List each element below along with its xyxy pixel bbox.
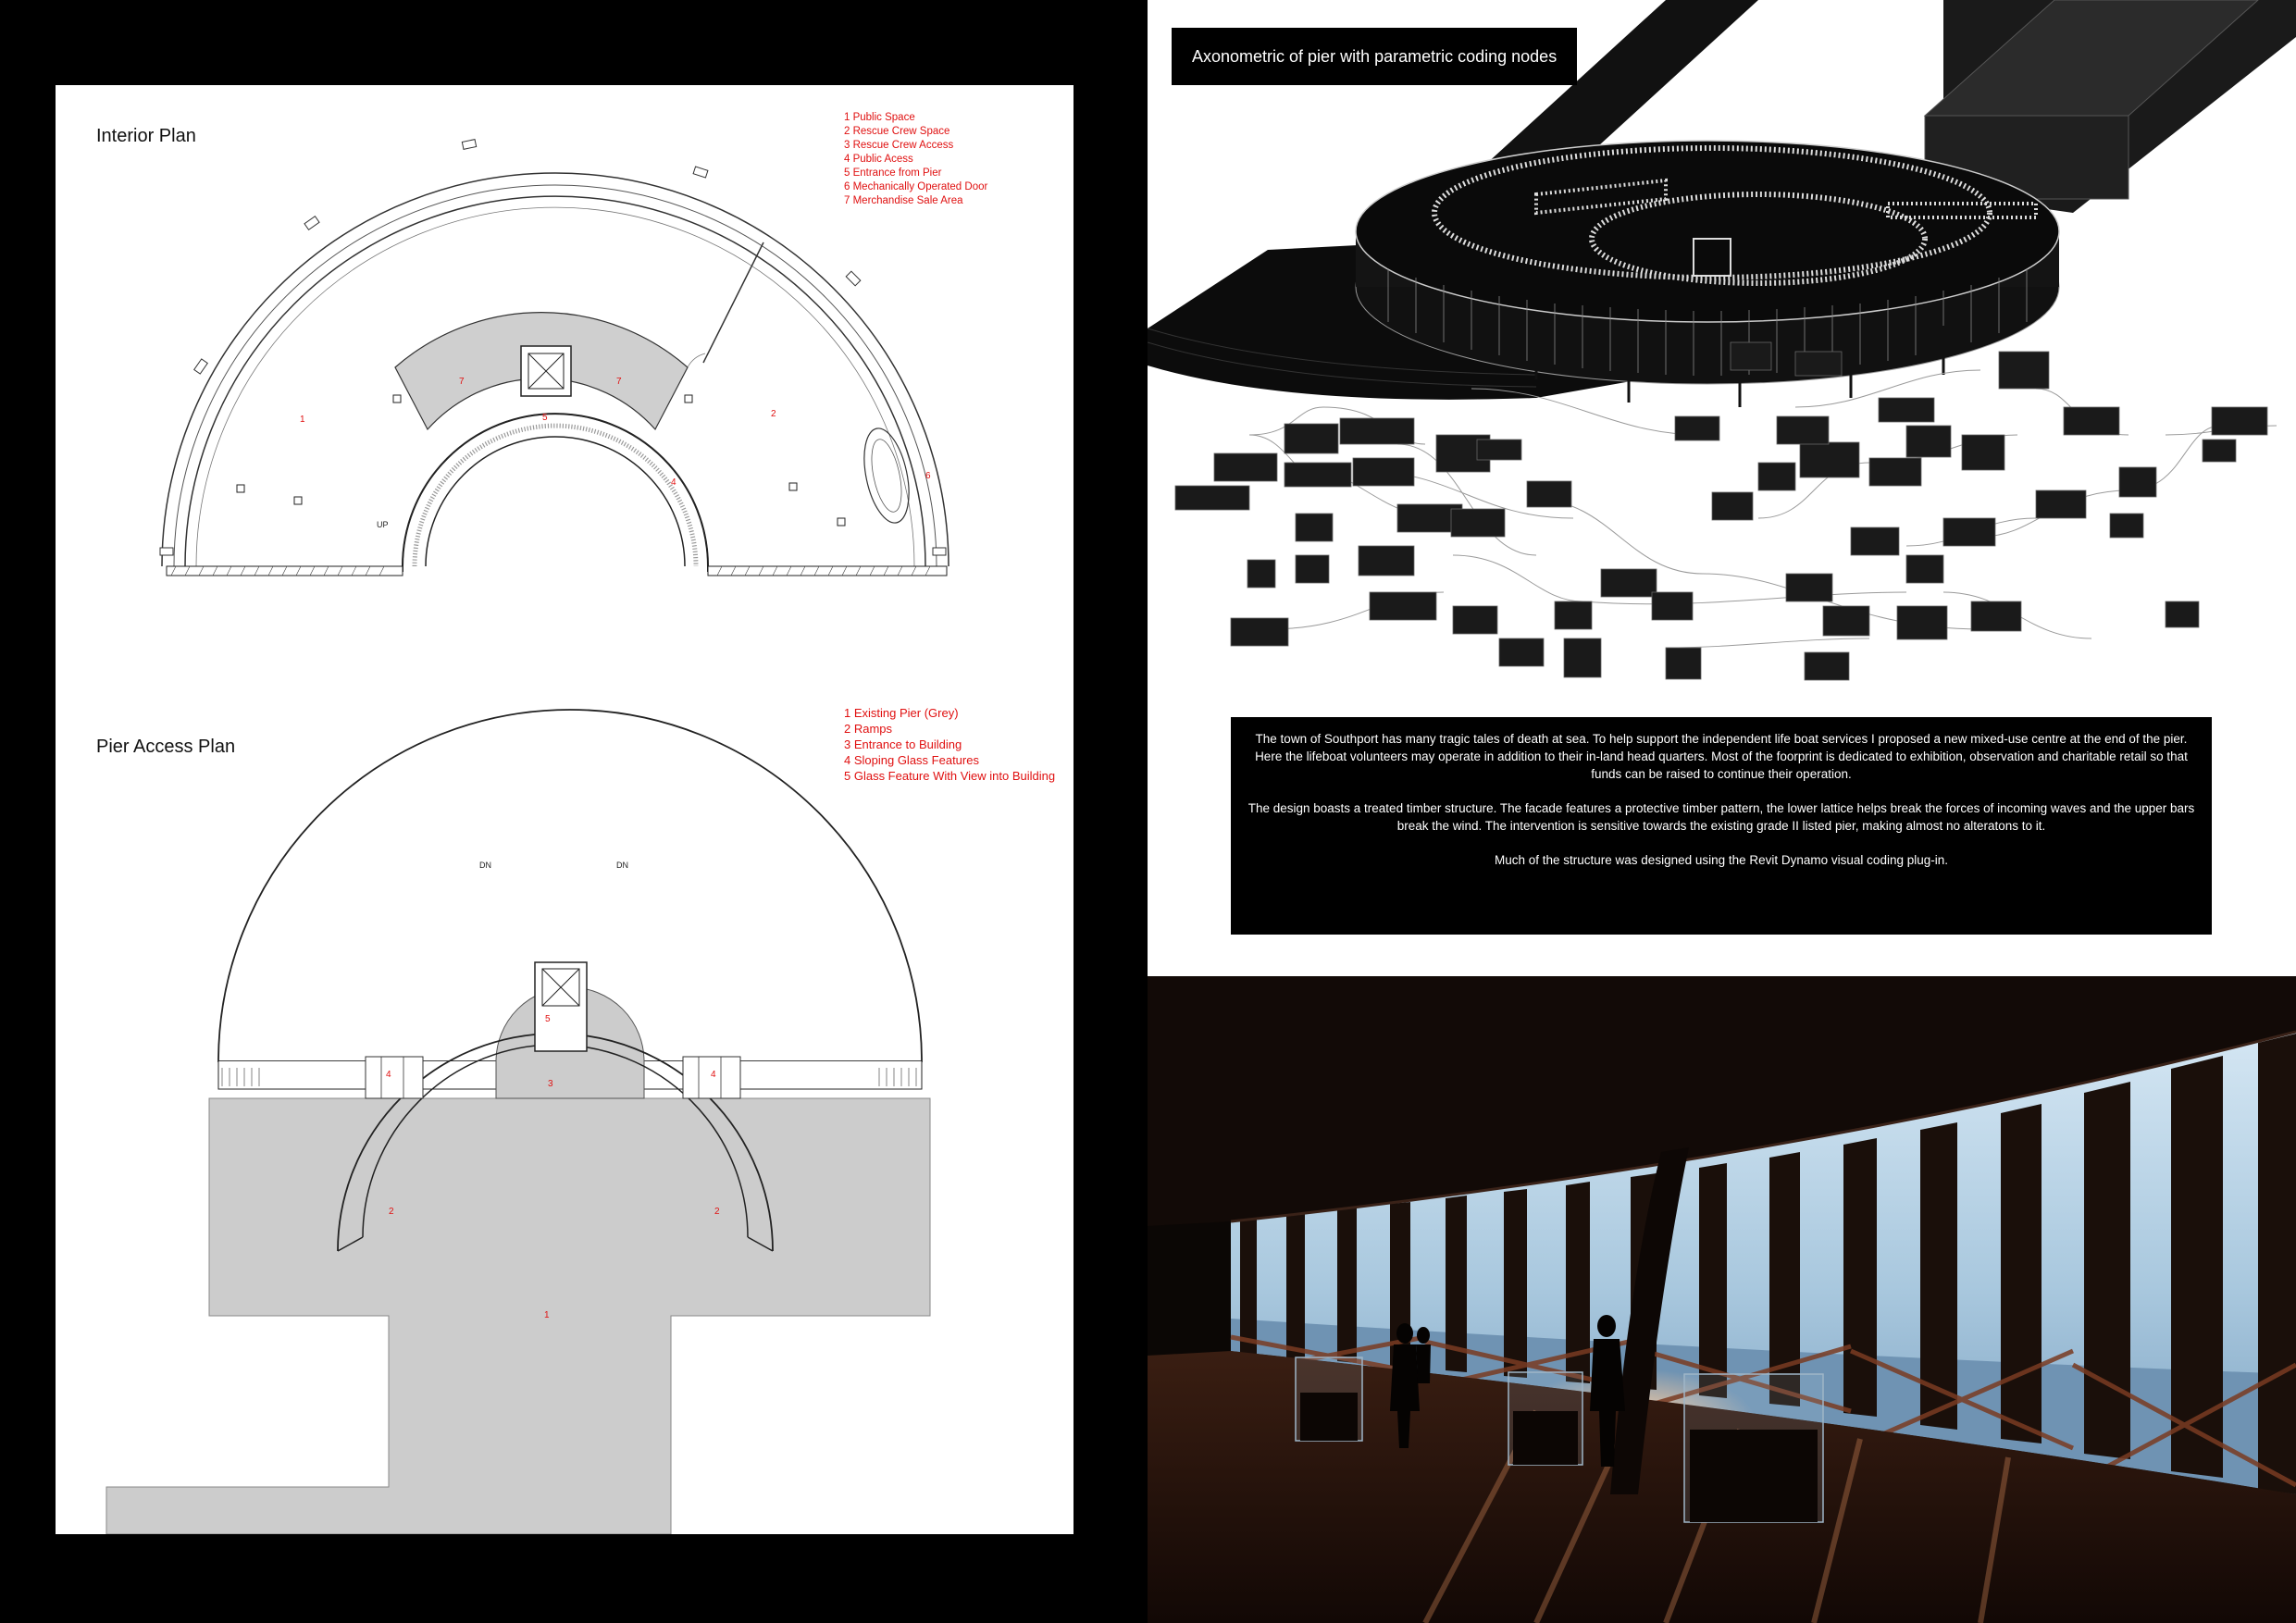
pier-label-2b: 2 (714, 1207, 720, 1217)
axonometric-title: Axonometric of pier with parametric coding nodes (1172, 28, 1577, 85)
interior-legend-item: 2 Rescue Crew Space (844, 126, 950, 137)
interior-legend-item: 7 Merchandise Sale Area (844, 195, 963, 206)
interior-label-7b: 7 (616, 377, 622, 387)
pier-label-2a: 2 (389, 1207, 394, 1217)
pier-legend-item: 2 Ramps (844, 722, 893, 736)
pier-legend-item: 3 Entrance to Building (844, 737, 962, 751)
project-description (1231, 717, 2212, 935)
interior-render-image (1148, 976, 2296, 1623)
description-paragraph: The design boasts a treated timber structure. The facade features a protective timber pattern, the lower lattice helps break the forces of incoming waves and the upper bars break the wind. The intervention is sensitive towards the existing grade II listed pier, making almost no alteratons to it. (1247, 801, 2195, 833)
interior-label-up: UP (377, 520, 389, 529)
interior-label-6: 6 (925, 471, 931, 481)
pier-access-plan-title: Pier Access Plan (96, 737, 236, 757)
pier-label-5: 5 (545, 1014, 551, 1024)
interior-legend-item: 3 Rescue Crew Access (844, 140, 954, 151)
pier-label-dn-b: DN (616, 861, 628, 870)
interior-label-7a: 7 (459, 377, 465, 387)
plans-drawing (56, 85, 1074, 1534)
interior-legend-item: 1 Public Space (844, 112, 915, 123)
axonometric-sheet (1148, 0, 2296, 976)
description-paragraph: Much of the structure was designed using the Revit Dynamo visual coding plug-in. (1494, 853, 1948, 867)
pier-access-plan-drawing (106, 710, 930, 1534)
pier-legend-item: 5 Glass Feature With View into Building (844, 769, 1056, 783)
interior-plan-legend (844, 111, 987, 208)
interior-legend-item: 4 Public Acess (844, 154, 913, 165)
interior-label-5: 5 (542, 413, 548, 423)
interior-legend-item: 6 Mechanically Operated Door (844, 181, 988, 192)
interior-plan-drawing (160, 140, 949, 576)
pier-access-plan-legend (844, 705, 1055, 784)
interior-render (1148, 976, 2296, 1623)
pier-label-4a: 4 (386, 1070, 391, 1080)
interior-label-2: 2 (771, 409, 776, 419)
description-paragraph: The town of Southport has many tragic tales of death at sea. To help support the independent life boat services I proposed a new mixed-use centre at the end of the pier. Here the lifeboat volunteers may operate in addition to their in-land head quarters. Most of the foorprint is dedicated to exhibition, observation and charitable retail so that funds can be raised to continue their operation. (1255, 732, 2188, 781)
pier-label-4b: 4 (711, 1070, 716, 1080)
interior-plan-title: Interior Plan (96, 126, 196, 146)
interior-legend-item: 5 Entrance from Pier (844, 167, 942, 179)
pier-label-1: 1 (544, 1310, 550, 1320)
pier-legend-item: 4 Sloping Glass Features (844, 753, 979, 767)
pier-label-dn-a: DN (479, 861, 491, 870)
plans-sheet (56, 85, 1074, 1534)
interior-label-1: 1 (300, 415, 305, 425)
pier-legend-item: 1 Existing Pier (Grey) (844, 706, 959, 720)
interior-label-4: 4 (671, 477, 676, 488)
pier-label-3: 3 (548, 1079, 553, 1089)
